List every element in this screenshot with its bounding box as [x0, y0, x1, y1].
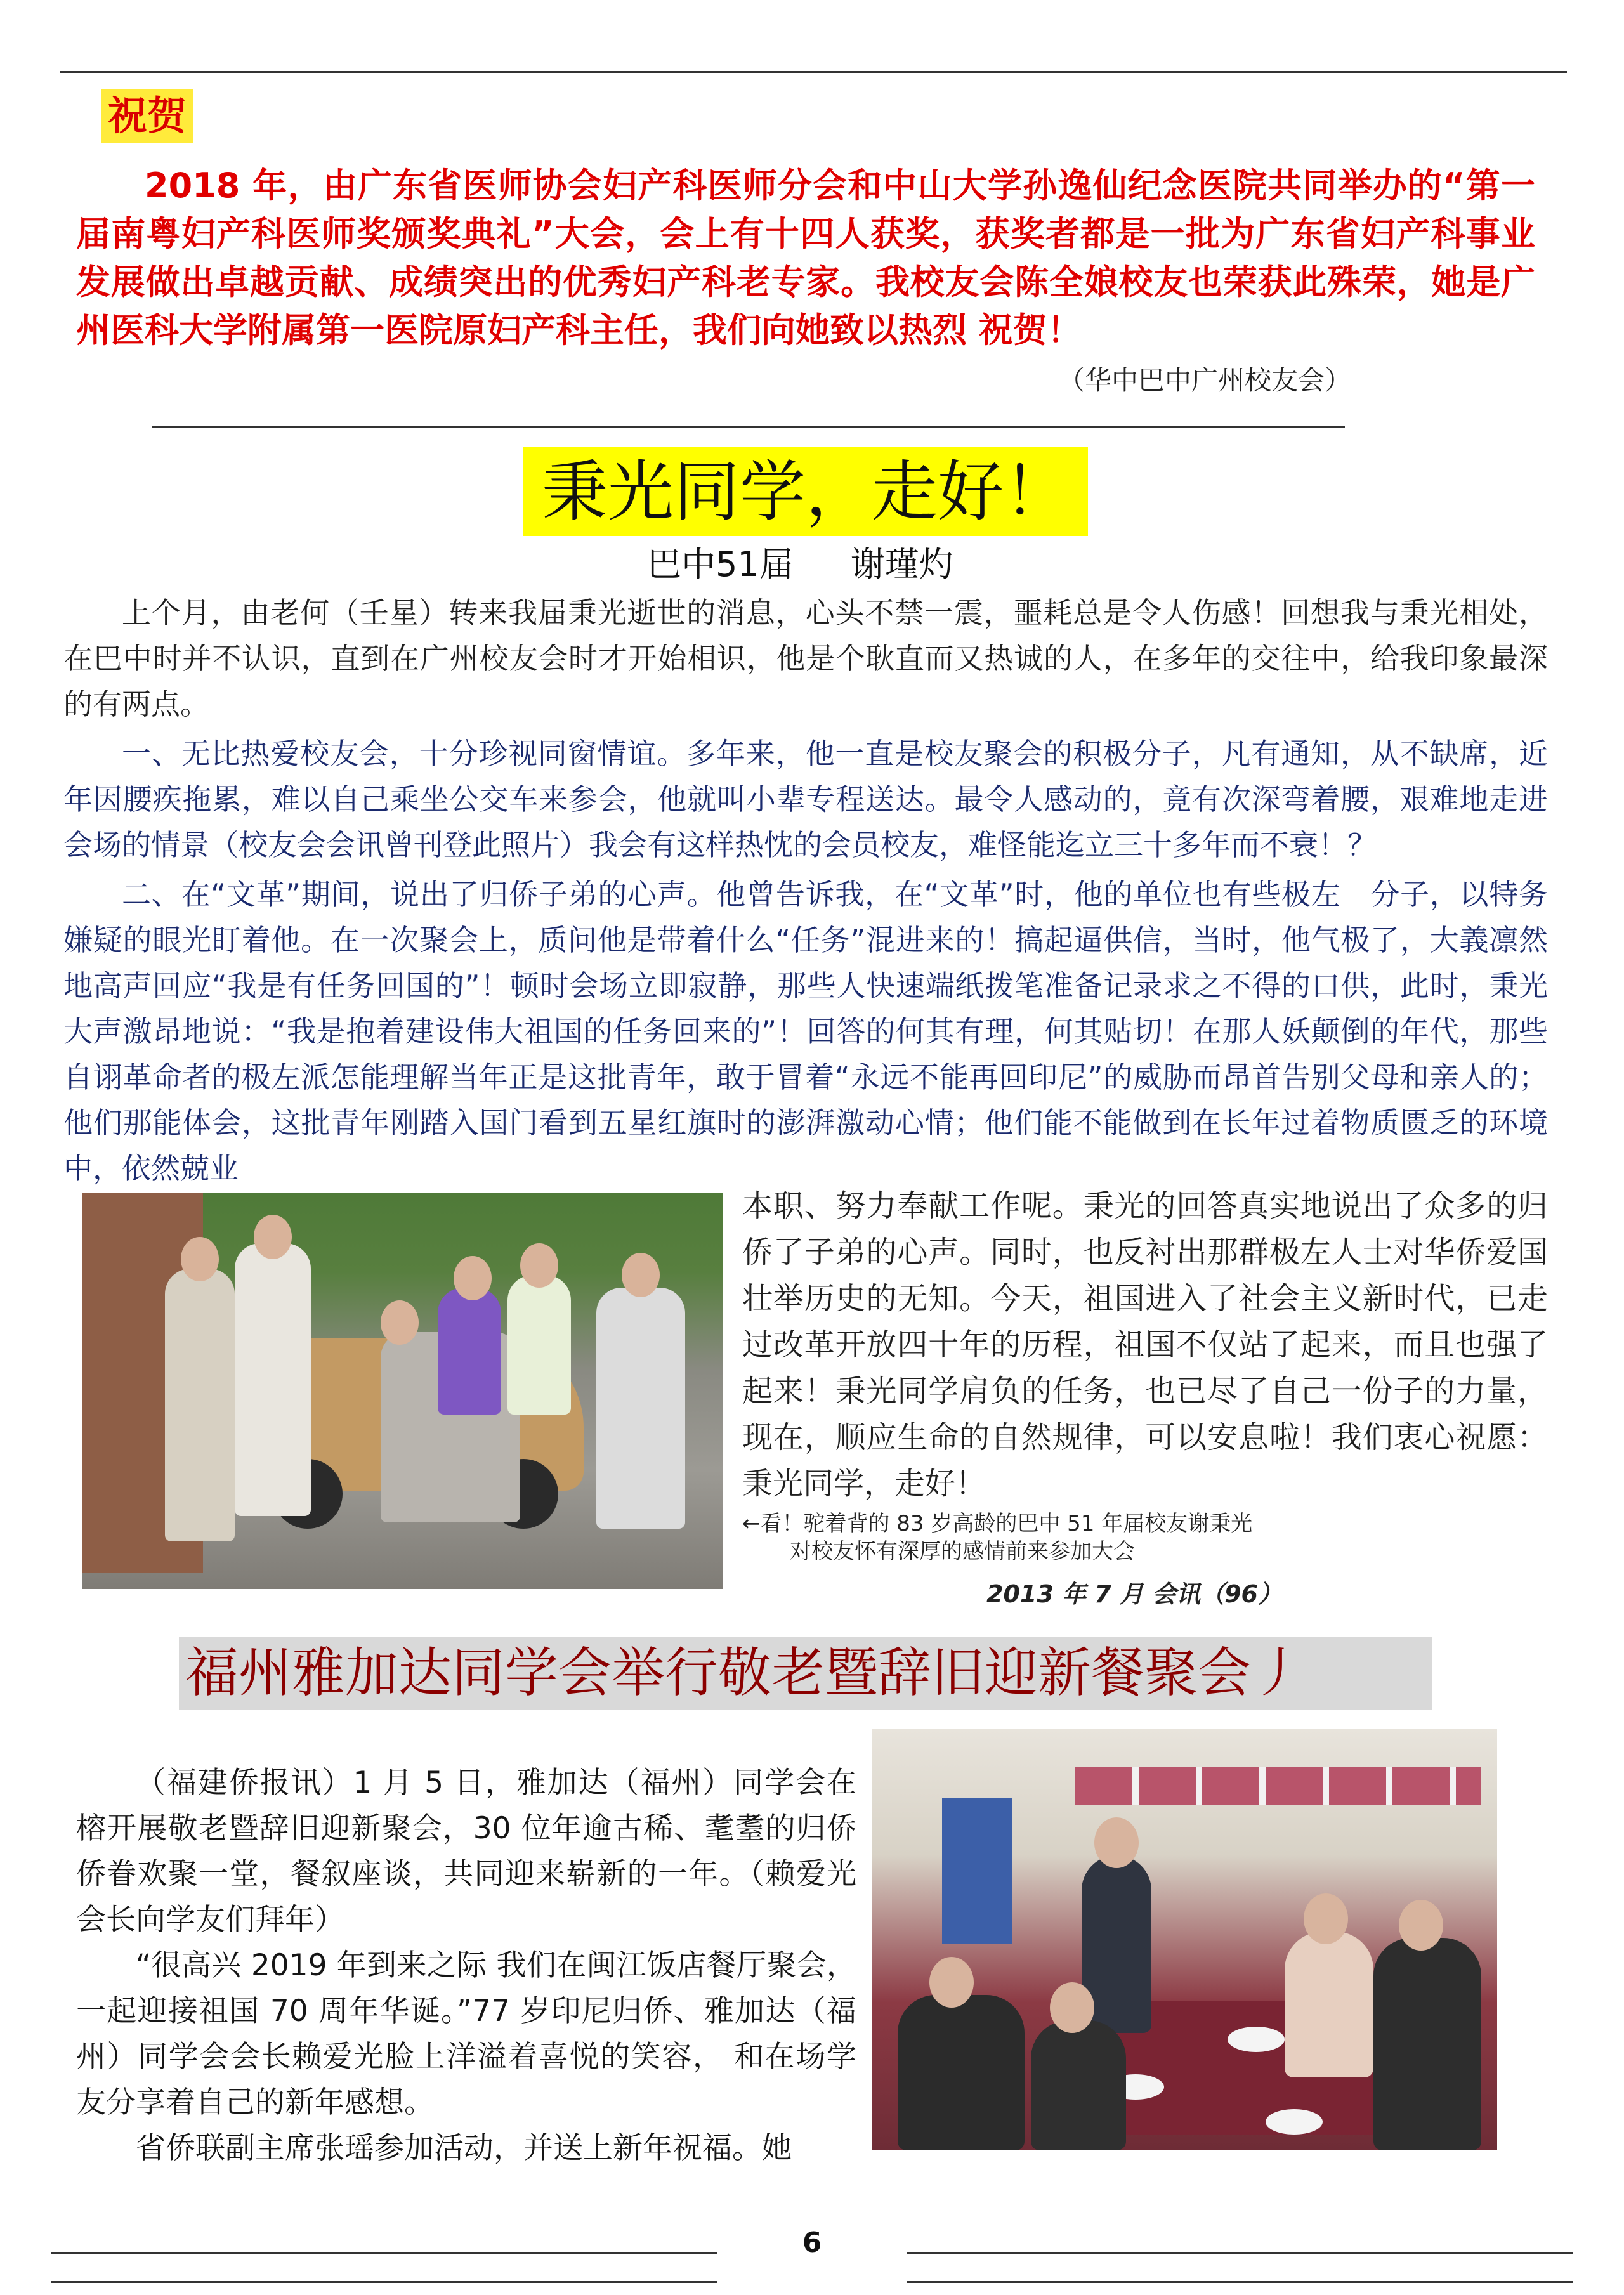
section-divider [152, 426, 1345, 428]
article2-paragraph: （福建侨报讯）1 月 5 日，雅加达（福州）同学会在榕开展敬老暨辞旧迎新聚会，30 位年逾古稀、耄耋的归侨侨眷欢聚一堂，餐叙座谈，共同迎来崭新的一年。（赖爱光会长向学友们拜年） [76, 1765, 856, 1937]
article2-photo [872, 1729, 1497, 2150]
congrats-body: 2018 年，由广东省医师协会妇产科医师分会和中山大学孙逸仙纪念医院共同举办的“第一届南粤妇产科医师奖颁奖典礼”大会，会上有十四人获奖，获奖者都是一批为广东省妇产科事业发展做出卓越贡献、成绩突出的优秀妇产科老专家。我校友会陈全娘校友也荣获此殊荣，她是广州医科大学附属第一医院原妇产科主任，我们向她致以热烈 祝贺！ [76, 166, 1535, 350]
article1-paragraph: 一、无比热爱校友会，十分珍视同窗情谊。多年来，他一直是校友聚会的积极分子，凡有通知，从不缺席，近年因腰疾拖累，难以自己乘坐公交车来参会，他就叫小辈专程送达。最令人感动的，竟有次深弯着腰，艰难地走进会场的情景（校友会会讯曾刊登此照片）我会有这样热忱的会员校友，难怪能迄立三十多年而不衰！？ [63, 736, 1548, 862]
article2-paragraph: “很高兴 2019 年到来之际 我们在闽江饭店餐厅聚会，一起迎接祖国 70 周年华诞。”77 岁印尼归侨、雅加达（福州）同学会会长赖爱光脸上洋溢着喜悦的笑容， 和在场学友分享着自己的新年感想。 [76, 1948, 856, 2120]
article1-paragraph: 二、在“文革”期间，说出了归侨子弟的心声。他曾告诉我，在“文革”时，他的单位也有些极左 分子，以特务嫌疑的眼光盯着他。在一次聚会上，质问他是带着什么“任务”混进来的！搞起逼供信，当时，他气极了，大義凛然地高声回应“我是有任务回国的”！顿时会场立即寂静，那些人快速端纸拨笔准备记录求之不得的口供，此时，秉光大声激昂地说：“我是抱着建设伟大祖国的任务回来的”！回答的何其有理，何其贴切！在那人妖颠倒的年代，那些自诩革命者的极左派怎能理解当年正是这批青年，敢于冒着“永远不能再回印尼”的威胁而昂首告别父母和亲人的；他们那能体会，这批青年刚踏入国门看到五星红旗时的澎湃激动心情；他们能不能做到在长年过着物质匮乏的环境中，依然兢业 [63, 877, 1548, 1186]
caption-line: 对校友怀有深厚的感情前来参加大会 [790, 1539, 1135, 1564]
footer-rule [907, 2281, 1573, 2283]
footer-rule [51, 2252, 717, 2254]
article2-paragraph: 省侨联副主席张瑶参加活动，并送上新年祝福。她 [136, 2131, 792, 2166]
congrats-tag: 祝贺 [102, 89, 193, 143]
article1-body [63, 590, 1548, 1191]
author-class: 巴中51届 [647, 544, 794, 584]
footer-rule [907, 2252, 1573, 2254]
article1-byline [647, 542, 953, 587]
top-rule [60, 71, 1567, 73]
article1-source: 2013 年 7 月 会讯（96） [986, 1580, 1283, 1608]
footer-rule [51, 2281, 717, 2283]
article2-title: 福州雅加达同学会举行敬老暨辞旧迎新餐聚会丿 [179, 1637, 1432, 1710]
article1-title: 秉光同学，走好！ [523, 447, 1088, 536]
article1-photo [82, 1193, 723, 1589]
congrats-signature: （华中巴中广州校友会） [1058, 365, 1351, 396]
caption-line: ←看！驼着背的 83 岁高龄的巴中 51 年届校友谢秉光 [742, 1511, 1253, 1536]
article1-paragraph: 上个月，由老何（壬星）转来我届秉光逝世的消息，心头不禁一震，噩耗总是令人伤感！回想我与秉光相处，在巴中时并不认识，直到在广州校友会时才开始相识，他是个耿直而又热诚的人，在多年的交往中，给我印象最深的有两点。 [63, 596, 1548, 721]
page-number: 6 [802, 2226, 822, 2259]
article1-photo-caption [742, 1510, 1377, 1566]
author-name: 谢瑾灼 [850, 544, 953, 584]
article2-body [76, 1760, 856, 2171]
article1-side-text: 本职、努力奉献工作呢。秉光的回答真实地说出了众多的归侨了子弟的心声。同时，也反衬出那群极左人士对华侨爱国壮举历史的无知。今天，祖国进入了社会主义新时代，已走过改革开放四十年的历程，祖国不仅站了起来，而且也强了起来！秉光同学肩负的任务，也已尽了自己一份子的力量，现在，顺应生命的自然规律，可以安息啦！我们衷心祝愿：秉光同学，走好！ [742, 1188, 1548, 1501]
